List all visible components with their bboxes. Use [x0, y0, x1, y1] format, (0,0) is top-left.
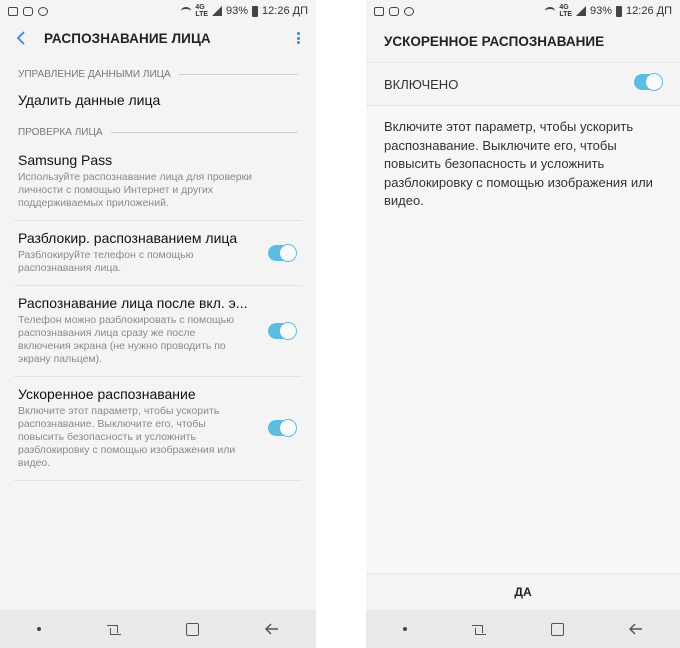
battery-icon: [252, 6, 258, 17]
item-description: Используйте распознавание лица для проверки личности с помощью Интернет и других поддерживаемых приложений.: [18, 171, 253, 209]
divider: [111, 132, 298, 133]
section-header-manage: [0, 64, 316, 84]
clock: 12:26 ДП: [262, 5, 308, 17]
signal-icon: [576, 6, 586, 16]
fast-recognition-toggle[interactable]: [268, 420, 296, 436]
battery-percent: 93%: [590, 5, 613, 17]
item-description: Разблокируйте телефон с помощью распознавания лица.: [18, 249, 194, 274]
ok-button[interactable]: ДА: [366, 573, 680, 610]
wifi-icon: [545, 7, 555, 15]
item-description: Включите этот параметр, чтобы ускорить распознавание. Выключите его, чтобы повысить безопасность и усложнить разблокировку с помощью изображения или видео.: [18, 405, 236, 469]
face-recognition-screen: [0, 0, 316, 648]
item-description: Телефон можно разблокировать с помощью распознавания лица сразу же после включения экрана (не нужно проводить по экрану пальцем).: [18, 314, 235, 365]
network-type: 4G LTE: [559, 4, 573, 18]
fast-recognition-dialog-screen: [366, 0, 680, 648]
signal-icon: [212, 6, 222, 16]
instagram-icon: [23, 7, 33, 16]
samsung-pass-item[interactable]: [14, 142, 302, 221]
settings-icon: [404, 7, 414, 16]
section-header-label: ПРОВЕРКА ЛИЦА: [18, 126, 103, 138]
fast-recognition-item[interactable]: [14, 377, 302, 481]
back-arrow-icon[interactable]: [14, 31, 28, 45]
gallery-icon: [374, 7, 384, 16]
item-title: Распознавание лица после вкл. э...: [18, 295, 248, 311]
nav-dot-icon[interactable]: [37, 627, 41, 631]
navigation-bar: [0, 610, 316, 648]
gallery-icon: [8, 7, 18, 16]
master-switch-bar[interactable]: [366, 62, 680, 106]
nav-back-icon[interactable]: [629, 623, 643, 635]
battery-percent: 93%: [226, 5, 249, 17]
master-toggle[interactable]: [634, 74, 662, 90]
dialog-description: Включите этот параметр, чтобы ускорить распознавание. Выключите его, чтобы повысить безопасность и усложнить разблокировку с помощью изображения или видео.: [366, 106, 680, 576]
face-unlock-item[interactable]: [14, 221, 302, 286]
section-header-verify: [0, 122, 316, 142]
recent-apps-icon[interactable]: [472, 623, 486, 635]
page-title: РАСПОЗНАВАНИЕ ЛИЦА: [44, 30, 211, 46]
wifi-icon: [181, 7, 191, 15]
status-bar: [366, 0, 680, 22]
switch-label: ВКЛЮЧЕНО: [384, 76, 459, 92]
instagram-icon: [389, 7, 399, 16]
app-bar: [0, 22, 316, 54]
network-type: 4G LTE: [195, 4, 209, 18]
nav-dot-icon[interactable]: [403, 627, 407, 631]
face-unlock-after-screen-on-item[interactable]: [14, 286, 302, 377]
section-header-label: УПРАВЛЕНИЕ ДАННЫМИ ЛИЦА: [18, 68, 171, 80]
item-title: Samsung Pass: [18, 152, 113, 168]
nav-back-icon[interactable]: [265, 623, 279, 635]
item-title: Разблокир. распознаванием лица: [18, 230, 238, 246]
delete-face-data-item[interactable]: Удалить данные лица: [18, 92, 161, 108]
face-unlock-toggle[interactable]: [268, 245, 296, 261]
navigation-bar: [366, 610, 680, 648]
status-bar: [0, 0, 316, 22]
settings-icon: [38, 7, 48, 16]
home-icon[interactable]: [551, 623, 564, 636]
divider: [179, 74, 298, 75]
recent-apps-icon[interactable]: [107, 623, 121, 635]
home-icon[interactable]: [186, 623, 199, 636]
clock: 12:26 ДП: [626, 5, 672, 17]
dialog-title: УСКОРЕННОЕ РАСПОЗНАВАНИЕ: [384, 34, 605, 49]
battery-icon: [616, 6, 622, 17]
screen-on-unlock-toggle[interactable]: [268, 323, 296, 339]
item-title: Ускоренное распознавание: [18, 386, 196, 402]
more-vert-icon[interactable]: [294, 30, 302, 46]
